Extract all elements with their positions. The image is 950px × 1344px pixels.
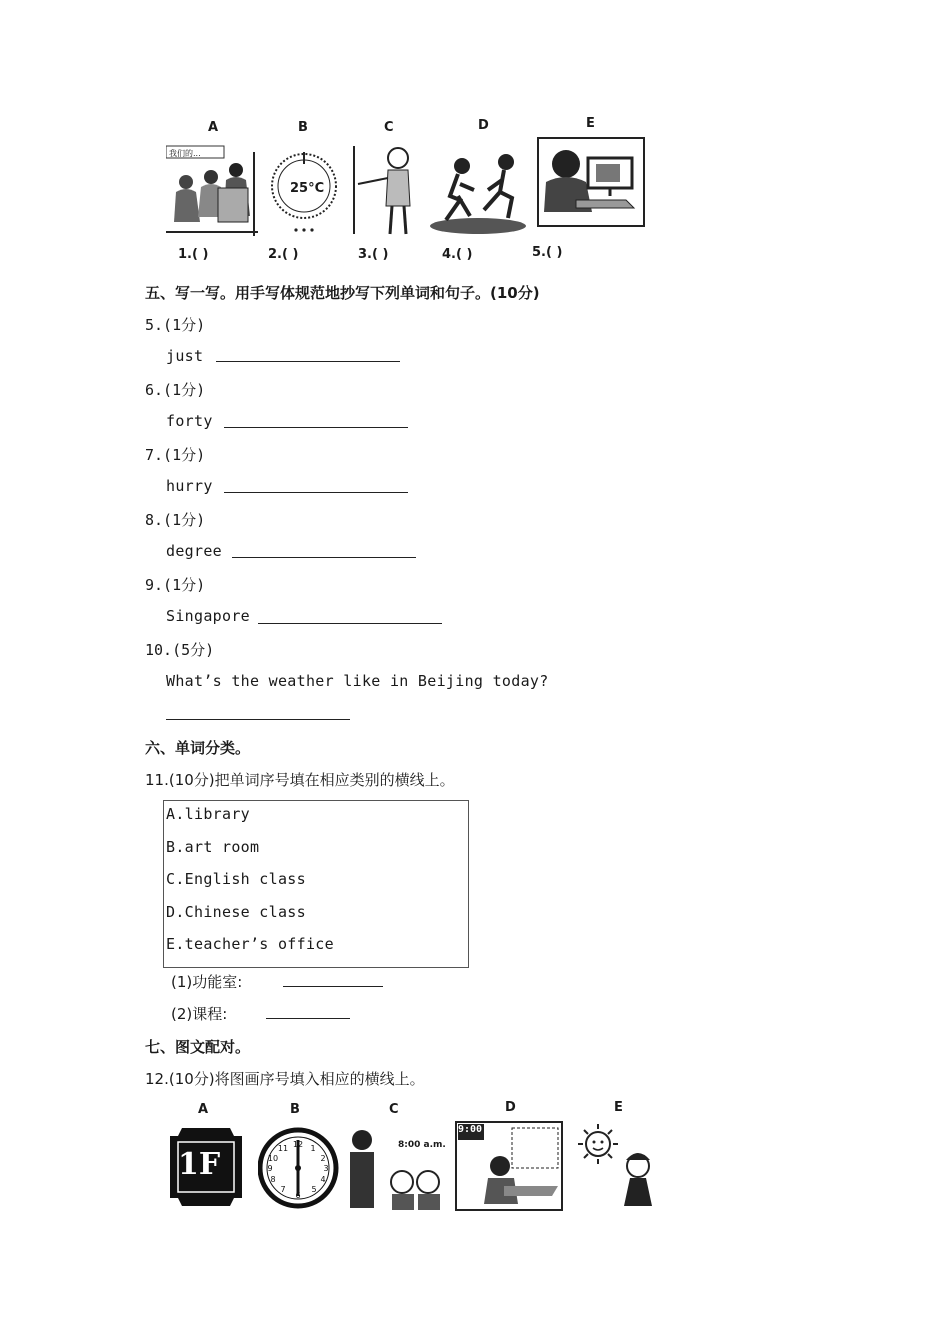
copy-word-hurry: hurry <box>166 477 213 495</box>
answer-line-7[interactable] <box>224 492 408 493</box>
picture12-letter-d: D <box>505 1100 516 1115</box>
question-5-number: 5.(1分) <box>145 316 206 334</box>
copy-word-degree: degree <box>166 542 222 560</box>
svg-text:12: 12 <box>292 1140 304 1149</box>
section7-heading: 七、图文配对。 <box>145 1038 251 1056</box>
category-course: (2)课程: <box>171 1005 228 1023</box>
category-function-room: (1)功能室: <box>171 973 243 991</box>
boy-at-computer-picture <box>536 134 648 232</box>
svg-text:5: 5 <box>311 1185 317 1194</box>
children-running-picture <box>428 148 528 238</box>
picture-letter-a: A <box>208 120 219 135</box>
picture12-letter-e: E <box>614 1100 623 1115</box>
answer-slot-2[interactable]: 2.( ) <box>268 247 299 262</box>
svg-text:9: 9 <box>267 1164 273 1173</box>
copy-word-singapore: Singapore <box>166 607 250 625</box>
question-6-number: 6.(1分) <box>145 381 206 399</box>
svg-text:我们的...: 我们的... <box>169 149 201 158</box>
option-d-chinese-class: D.Chinese class <box>166 903 306 921</box>
question-11-prompt: 11.(10分)把单词序号填在相应类别的横线上。 <box>145 771 455 789</box>
picture-letter-b: B <box>298 120 308 135</box>
answer-line-8[interactable] <box>232 557 416 558</box>
svg-text:7: 7 <box>280 1185 286 1194</box>
classroom-picture <box>166 142 258 238</box>
option-b-art-room: B.art room <box>166 838 260 856</box>
question-7-number: 7.(1分) <box>145 446 206 464</box>
option-c-english-class: C.English class <box>166 870 306 888</box>
answer-slot-4[interactable]: 4.( ) <box>442 247 473 262</box>
picture12-letter-b: B <box>290 1102 300 1117</box>
question-12-prompt: 12.(10分)将图画序号填入相应的横线上。 <box>145 1070 425 1088</box>
picture-letter-e: E <box>586 116 595 131</box>
clock-six-picture <box>258 1126 340 1210</box>
picture12-letter-a: A <box>198 1102 209 1117</box>
svg-text:1: 1 <box>310 1144 316 1153</box>
sunny-girl-picture <box>576 1120 664 1212</box>
option-e-teachers-office: E.teacher’s office <box>166 935 334 953</box>
answer-line-10[interactable] <box>166 719 350 720</box>
copy-sentence-weather: What’s the weather like in Beijing today? <box>166 672 549 690</box>
answer-slot-3[interactable]: 3.( ) <box>358 247 389 262</box>
section6-heading: 六、单词分类。 <box>145 739 251 757</box>
svg-text:6: 6 <box>295 1191 301 1200</box>
sign-1f-text: 1F <box>178 1147 221 1182</box>
svg-text:3: 3 <box>323 1164 329 1173</box>
svg-text:8: 8 <box>270 1175 276 1184</box>
copy-word-just: just <box>166 347 204 365</box>
teacher-pointing-picture <box>350 140 422 238</box>
picture-letter-d: D <box>478 118 489 133</box>
answer-line-5[interactable] <box>216 361 400 362</box>
section5-heading: 五、写一写。用手写体规范地抄写下列单词和句子。(10分) <box>145 284 540 302</box>
answer-slot-5[interactable]: 5.( ) <box>532 245 563 260</box>
option-a-library: A.library <box>166 805 250 823</box>
thermometer-reading: 25°C <box>290 181 325 196</box>
picture-letter-c: C <box>384 120 394 135</box>
answer-line-course[interactable] <box>266 1018 350 1019</box>
answer-slot-1[interactable]: 1.( ) <box>178 247 209 262</box>
answer-line-9[interactable] <box>258 623 442 624</box>
study-time-text: 9:00 <box>458 1124 483 1135</box>
question-9-number: 9.(1分) <box>145 576 206 594</box>
question-10-number: 10.(5分) <box>145 641 215 659</box>
answer-line-6[interactable] <box>224 427 408 428</box>
svg-text:10: 10 <box>267 1154 279 1163</box>
copy-word-forty: forty <box>166 412 213 430</box>
picture12-letter-c: C <box>389 1102 399 1117</box>
svg-text:4: 4 <box>320 1175 326 1184</box>
svg-text:2: 2 <box>320 1154 326 1163</box>
question-8-number: 8.(1分) <box>145 511 206 529</box>
morning-time-text: 8:00 a.m. <box>398 1140 446 1150</box>
svg-text:11: 11 <box>277 1144 289 1153</box>
answer-line-function-room[interactable] <box>283 986 383 987</box>
school-morning-picture <box>346 1120 446 1212</box>
